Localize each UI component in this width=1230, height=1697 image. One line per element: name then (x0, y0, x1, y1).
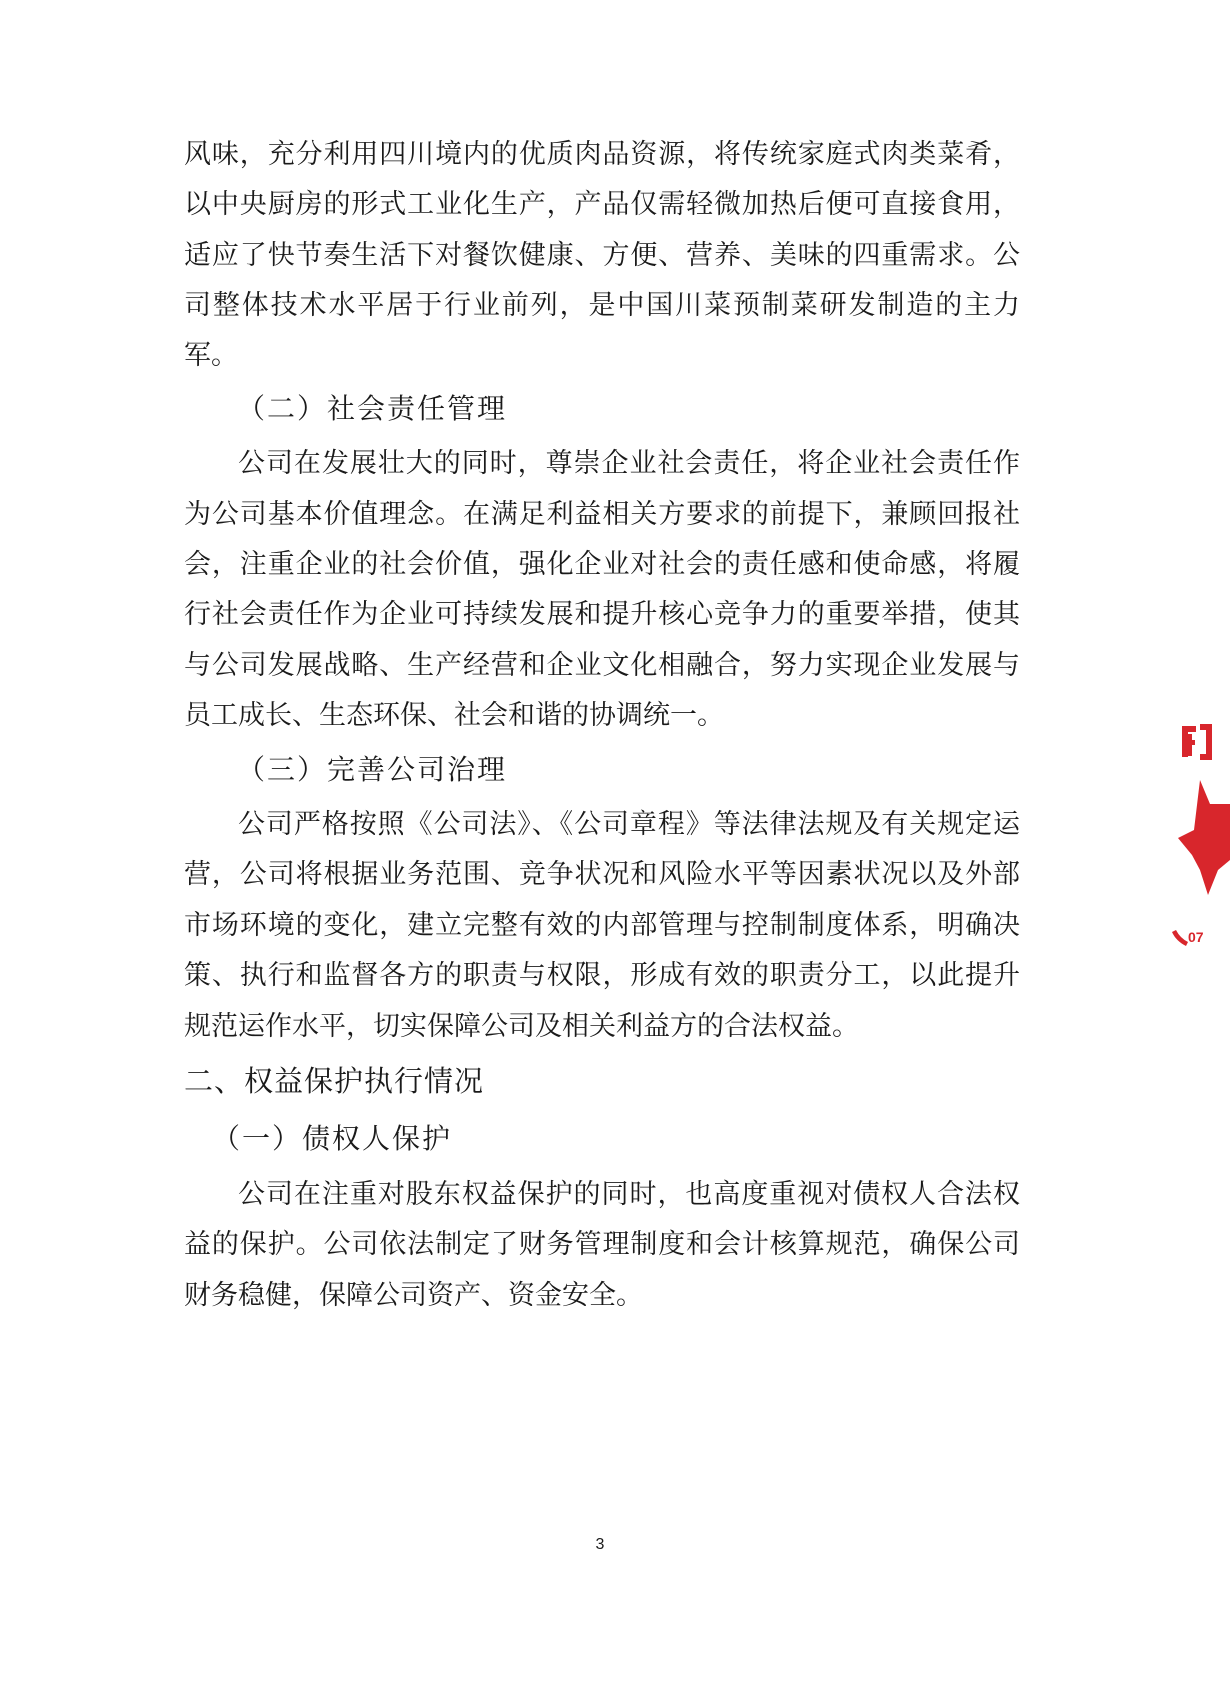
paragraph-line: 益的保护。公司依法制定了财务管理制度和会计核算规范，确保公司 (184, 1229, 1020, 1260)
section-title-social-responsibility: （二）社会责任管理 (237, 392, 508, 425)
section-title-creditor-protection: （一）债权人保护 (212, 1122, 453, 1155)
paragraph-line: 风味，充分利用四川境内的优质肉品资源，将传统家庭式肉类菜肴， (184, 139, 1020, 170)
paragraph-line: 适应了快节奏生活下对餐饮健康、方便、营养、美味的四重需求。公 (184, 240, 1020, 271)
seal-fragment-text: 07 (1188, 929, 1204, 945)
paragraph-line: 财务稳健，保障公司资产、资金安全。 (184, 1280, 643, 1311)
paragraph-line: 公司在发展壮大的同时，尊崇企业社会责任，将企业社会责任作 (238, 448, 1020, 479)
paragraph-line: 行社会责任作为企业可持续发展和提升核心竞争力的重要举措，使其 (184, 599, 1020, 630)
seal-stamp-fragment (1170, 720, 1230, 960)
paragraph-line: 军。 (184, 340, 238, 371)
paragraph-line: 司整体技术水平居于行业前列，是中国川菜预制菜研发制造的主力 (184, 290, 1020, 321)
paragraph-line: 以中央厨房的形式工业化生产，产品仅需轻微加热后便可直接食用， (184, 189, 1020, 220)
page-number: 3 (595, 1536, 605, 1553)
paragraph-line: 公司在注重对股东权益保护的同时，也高度重视对债权人合法权 (238, 1179, 1020, 1210)
paragraph-line: 员工成长、生态环保、社会和谐的协调统一。 (184, 700, 724, 731)
paragraph-line: 规范运作水平，切实保障公司及相关利益方的合法权益。 (184, 1011, 859, 1042)
chapter-heading-rights-protection: 二、权益保护执行情况 (184, 1064, 485, 1098)
paragraph-line: 公司严格按照《公司法》、《公司章程》等法律法规及有关规定运 (238, 809, 1020, 840)
paragraph-line: 为公司基本价值理念。在满足利益相关方要求的前提下，兼顾回报社 (184, 499, 1020, 530)
paragraph-line: 会，注重企业的社会价值，强化企业对社会的责任感和使命感，将履 (184, 549, 1020, 580)
paragraph-line: 策、执行和监督各方的职责与权限，形成有效的职责分工，以此提升 (184, 960, 1020, 991)
paragraph-line: 营，公司将根据业务范围、竞争状况和风险水平等因素状况以及外部 (184, 859, 1020, 890)
paragraph-line: 与公司发展战略、生产经营和企业文化相融合，努力实现企业发展与 (184, 650, 1020, 681)
paragraph-line: 市场环境的变化，建立完整有效的内部管理与控制制度体系，明确决 (184, 910, 1020, 941)
section-title-corporate-governance: （三）完善公司治理 (237, 753, 508, 786)
